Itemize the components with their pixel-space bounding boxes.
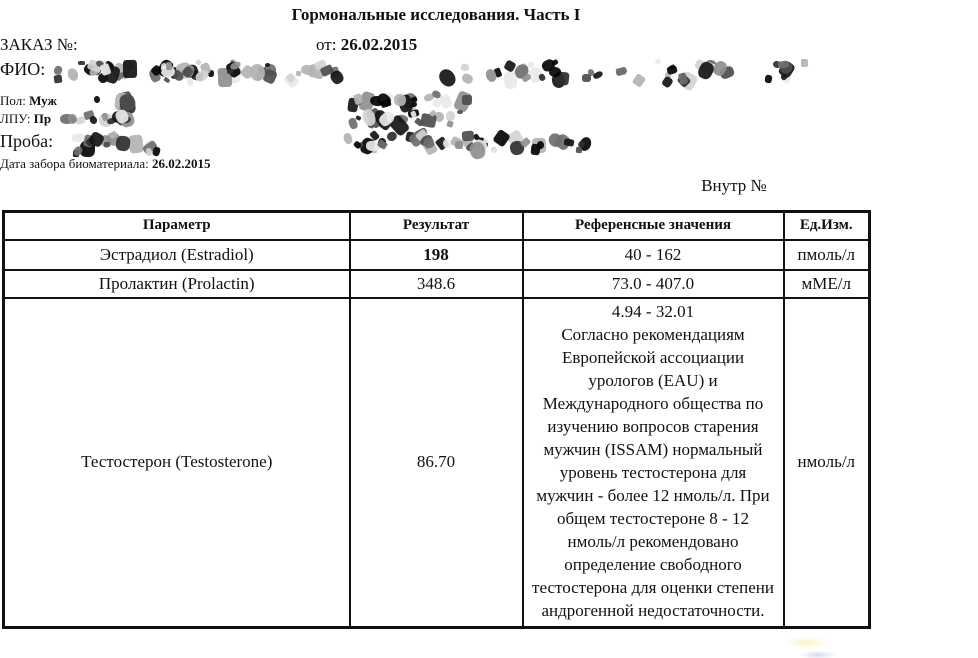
report-date xyxy=(316,35,417,55)
gender-value: Муж xyxy=(29,93,57,108)
unit-cell: пмоль/л xyxy=(784,240,870,270)
lpu-label: ЛПУ: xyxy=(0,111,31,126)
result-cell: 86.70 xyxy=(350,298,523,628)
parameter-column-header: Параметр xyxy=(4,212,350,240)
collection-date-line xyxy=(0,156,211,172)
reference-column-header: Референсные значения xyxy=(523,212,784,240)
redacted-patient-name xyxy=(52,60,344,84)
table-header-row xyxy=(4,212,870,240)
result-column-header: Результат xyxy=(350,212,523,240)
table-row-testosterone xyxy=(4,298,870,628)
page-title: Гормональные исследования. Часть I xyxy=(291,5,581,24)
redacted-patient-name-2 xyxy=(437,59,810,85)
parameter-cell: Тестостерон (Testosterone) xyxy=(4,298,350,628)
reference-cell xyxy=(523,298,784,628)
parameter-cell: Пролактин (Prolactin) xyxy=(4,270,350,298)
result-cell: 348.6 xyxy=(350,270,523,298)
unit-cell: мМЕ/л xyxy=(784,270,870,298)
reference-range: 4.94 - 32.01 xyxy=(611,301,695,321)
reference-cell: 40 - 162 xyxy=(523,240,784,270)
gender-line xyxy=(0,93,57,109)
results-table xyxy=(2,210,871,629)
scan-artifact-smudge xyxy=(768,632,854,658)
redacted-gender-2 xyxy=(345,91,475,109)
result-cell: 198 xyxy=(350,240,523,270)
redacted-gender xyxy=(94,92,140,107)
order-number-label: ЗАКАЗ №: xyxy=(0,35,78,54)
date-label: от: xyxy=(316,35,337,54)
unit-cell: нмоль/л xyxy=(784,298,870,628)
redacted-lpu xyxy=(58,110,136,127)
lpu-line xyxy=(0,111,51,127)
internal-number-label: Внутр № xyxy=(701,176,767,195)
redacted-sample xyxy=(68,132,160,155)
reference-note: Согласно рекомендациям Европейской ассоциации урологов (EAU) и Международного общества по изучению вопросов старения мужчин (ISSAM) нормальный уровень тестостерона для мужчин - более 12 нмоль/л. При общем тестостероне 8 - 12 нмоль/л рекомендовано определение свободного тестостерона для оценки степени андрогенной недостаточности. xyxy=(532,324,774,620)
collection-date-value: 26.02.2015 xyxy=(152,156,211,171)
parameter-cell: Эстрадиол (Estradiol) xyxy=(4,240,350,270)
unit-column-header: Ед.Изм. xyxy=(784,212,870,240)
sample-label: Проба: xyxy=(0,131,54,151)
reference-cell: 73.0 - 407.0 xyxy=(523,270,784,298)
date-value: 26.02.2015 xyxy=(340,35,418,54)
collection-date-label: Дата забора биоматериала: xyxy=(0,156,149,171)
patient-name-label: ФИО: xyxy=(0,59,46,79)
table-row-estradiol xyxy=(4,240,870,270)
redacted-lpu-2 xyxy=(345,109,467,129)
table-row-prolactin xyxy=(4,270,870,298)
redacted-sample-2 xyxy=(338,129,600,154)
lpu-value: Пр xyxy=(33,111,52,126)
gender-label: Пол: xyxy=(0,93,26,108)
